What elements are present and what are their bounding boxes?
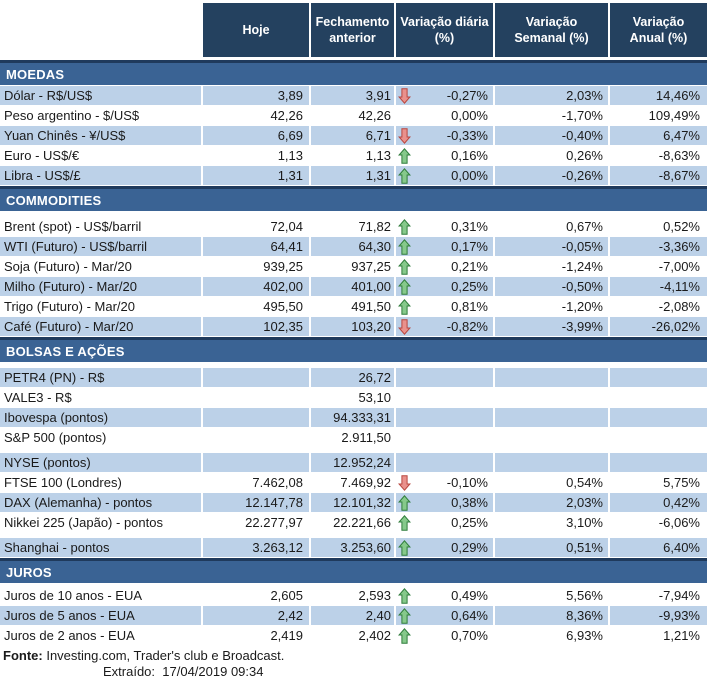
daily-change-value: 0,38% xyxy=(451,495,488,510)
annual-change-cell: -8,67% xyxy=(610,166,707,185)
today-value-cell: 495,50 xyxy=(263,299,303,314)
weekly-change-cell: -1,70% xyxy=(561,108,603,123)
table-row xyxy=(0,317,707,336)
table-row xyxy=(0,586,707,605)
up-arrow-icon xyxy=(398,495,411,511)
table-row xyxy=(0,146,707,165)
weekly-change-cell: 0,26% xyxy=(566,148,603,163)
table-row xyxy=(0,166,707,185)
row-label: Trigo (Futuro) - Mar/20 xyxy=(4,299,135,314)
daily-change-cell xyxy=(396,586,493,605)
previous-close-cell: 937,25 xyxy=(351,259,391,274)
today-value-cell: 3,89 xyxy=(203,86,309,105)
column-header-variacao-semanal xyxy=(495,3,608,57)
annual-change-cell: -6,06% xyxy=(658,515,700,530)
daily-change-cell xyxy=(396,126,493,145)
previous-close-cell: 7.469,92 xyxy=(340,475,391,490)
down-arrow-icon xyxy=(398,475,411,491)
daily-change-cell xyxy=(396,217,493,236)
weekly-change-cell: -0,26% xyxy=(495,166,608,185)
annual-change-cell xyxy=(610,428,707,447)
table-row xyxy=(0,388,707,407)
up-arrow-icon xyxy=(398,279,411,295)
daily-change-value: -0,82% xyxy=(446,319,488,334)
down-arrow-icon xyxy=(398,319,411,335)
row-label: VALE3 - R$ xyxy=(4,390,72,405)
daily-change-cell xyxy=(396,408,493,427)
row-label: Café (Futuro) - Mar/20 xyxy=(0,317,201,336)
weekly-change-cell: 0,51% xyxy=(495,538,608,557)
annual-change-cell: -2,08% xyxy=(658,299,700,314)
up-arrow-icon xyxy=(398,515,411,531)
table-row xyxy=(0,473,707,492)
daily-change-cell xyxy=(396,513,493,532)
daily-change-cell xyxy=(396,368,493,387)
up-arrow-icon xyxy=(398,540,411,556)
daily-change-value: 0,25% xyxy=(451,515,488,530)
weekly-change-cell: -3,99% xyxy=(495,317,608,336)
weekly-change-cell xyxy=(495,388,608,407)
weekly-change-cell: 3,10% xyxy=(566,515,603,530)
daily-change-cell xyxy=(396,297,493,316)
daily-change-cell xyxy=(396,453,493,472)
daily-change-value: 0,64% xyxy=(451,608,488,623)
previous-close-cell: 71,82 xyxy=(358,219,391,234)
today-value-cell: 64,41 xyxy=(203,237,309,256)
today-value-cell: 1,31 xyxy=(203,166,309,185)
annual-change-cell: 5,75% xyxy=(663,475,700,490)
section-header-commodities xyxy=(0,186,707,211)
today-value-cell: 2,42 xyxy=(203,606,309,625)
today-value-cell: 2,605 xyxy=(270,588,303,603)
today-value-cell xyxy=(203,388,309,407)
table-row xyxy=(0,297,707,316)
table-row xyxy=(0,428,707,447)
row-label: WTI (Futuro) - US$/barril xyxy=(0,237,201,256)
section-header-moedas xyxy=(0,60,707,85)
annual-change-cell: 0,52% xyxy=(663,219,700,234)
table-row xyxy=(0,368,707,387)
weekly-change-cell: 2,03% xyxy=(495,86,608,105)
table-row xyxy=(0,626,707,645)
weekly-change-cell: 6,93% xyxy=(566,628,603,643)
daily-change-cell xyxy=(396,166,493,185)
daily-change-value: 0,00% xyxy=(451,108,488,123)
annual-change-cell: -8,63% xyxy=(658,148,700,163)
row-label: Euro - US$/€ xyxy=(4,148,80,163)
daily-change-cell xyxy=(396,493,493,512)
annual-change-cell: -4,11% xyxy=(610,277,707,296)
previous-close-cell: 401,00 xyxy=(311,277,394,296)
previous-close-cell: 94.333,31 xyxy=(311,408,394,427)
previous-close-cell: 12.101,32 xyxy=(311,493,394,512)
weekly-change-cell: 0,54% xyxy=(566,475,603,490)
weekly-change-cell: -1,24% xyxy=(561,259,603,274)
previous-close-cell: 2.911,50 xyxy=(341,430,391,445)
table-row xyxy=(0,126,707,145)
today-value-cell: 22.277,97 xyxy=(245,515,303,530)
table-row xyxy=(0,257,707,276)
today-value-cell: 939,25 xyxy=(263,259,303,274)
today-value-cell xyxy=(203,368,309,387)
source-label: Fonte: xyxy=(3,648,43,663)
annual-change-cell: -26,02% xyxy=(610,317,707,336)
daily-change-cell xyxy=(396,388,493,407)
annual-change-cell: 109,49% xyxy=(648,108,700,123)
previous-close-cell: 1,13 xyxy=(365,148,391,163)
annual-change-cell: 14,46% xyxy=(610,86,707,105)
today-value-cell: 3.263,12 xyxy=(203,538,309,557)
column-header-label: Variação Anual (%) xyxy=(629,14,688,45)
today-value-cell: 102,35 xyxy=(203,317,309,336)
up-arrow-icon xyxy=(398,168,411,184)
daily-change-value: -0,33% xyxy=(446,128,488,143)
daily-change-value: 0,81% xyxy=(451,299,488,314)
previous-close-cell: 6,71 xyxy=(311,126,394,145)
up-arrow-icon xyxy=(398,299,411,315)
weekly-change-cell xyxy=(495,453,608,472)
today-value-cell: 1,13 xyxy=(277,148,303,163)
previous-close-cell: 42,26 xyxy=(358,108,391,123)
daily-change-cell xyxy=(396,106,493,125)
weekly-change-cell: -0,50% xyxy=(495,277,608,296)
column-header-variacao-diaria xyxy=(396,3,493,57)
row-label: Juros de 5 anos - EUA xyxy=(0,606,201,625)
section-header-bolsas-e-acoes xyxy=(0,337,707,362)
annual-change-cell xyxy=(610,388,707,407)
table-row xyxy=(0,408,707,427)
row-label: Dólar - R$/US$ xyxy=(0,86,201,105)
previous-close-cell: 12.952,24 xyxy=(311,453,394,472)
table-row xyxy=(0,277,707,296)
daily-change-cell xyxy=(396,317,493,336)
today-value-cell: 7.462,08 xyxy=(252,475,303,490)
column-header-label: Fechamento anterior xyxy=(315,14,390,45)
daily-change-cell xyxy=(396,626,493,645)
previous-close-cell: 64,30 xyxy=(311,237,394,256)
table-row xyxy=(0,493,707,512)
row-label: Yuan Chinês - ¥/US$ xyxy=(0,126,201,145)
table-row xyxy=(0,606,707,625)
daily-change-value: 0,31% xyxy=(451,219,488,234)
column-header-fechamento-anterior xyxy=(311,3,394,57)
annual-change-cell xyxy=(610,453,707,472)
column-header-label: Hoje xyxy=(242,22,270,37)
today-value-cell: 402,00 xyxy=(203,277,309,296)
table-row xyxy=(0,513,707,532)
table-header-row xyxy=(0,3,707,57)
weekly-change-cell: -0,40% xyxy=(495,126,608,145)
annual-change-cell: -3,36% xyxy=(610,237,707,256)
table-row xyxy=(0,86,707,105)
annual-change-cell: -7,94% xyxy=(658,588,700,603)
table-body xyxy=(0,60,707,645)
row-label: Shanghai - pontos xyxy=(0,538,201,557)
down-arrow-icon xyxy=(398,88,411,104)
row-label: S&P 500 (pontos) xyxy=(4,430,107,445)
table-row xyxy=(0,538,707,557)
annual-change-cell: 6,47% xyxy=(610,126,707,145)
daily-change-cell xyxy=(396,538,493,557)
daily-change-value: -0,27% xyxy=(446,88,488,103)
daily-change-cell xyxy=(396,146,493,165)
annual-change-cell: -9,93% xyxy=(610,606,707,625)
previous-close-cell: 3,91 xyxy=(311,86,394,105)
today-value-cell: 12.147,78 xyxy=(203,493,309,512)
row-label: FTSE 100 (Londres) xyxy=(4,475,122,490)
row-label: Milho (Futuro) - Mar/20 xyxy=(0,277,201,296)
daily-change-value: 0,25% xyxy=(451,279,488,294)
row-label: PETR4 (PN) - R$ xyxy=(0,368,201,387)
up-arrow-icon xyxy=(398,239,411,255)
daily-change-cell xyxy=(396,277,493,296)
section-title: BOLSAS E AÇÕES xyxy=(6,343,125,359)
table-row xyxy=(0,453,707,472)
source-text: Investing.com, Trader's club e Broadcast. xyxy=(46,648,285,663)
section-title: JUROS xyxy=(6,564,52,580)
previous-close-cell: 2,593 xyxy=(358,588,391,603)
weekly-change-cell: 8,36% xyxy=(495,606,608,625)
annual-change-cell xyxy=(610,368,707,387)
daily-change-value: 0,49% xyxy=(451,588,488,603)
daily-change-cell xyxy=(396,606,493,625)
source-line xyxy=(0,648,707,664)
daily-change-value: 0,00% xyxy=(451,168,488,183)
previous-close-cell: 2,402 xyxy=(358,628,391,643)
down-arrow-icon xyxy=(398,128,411,144)
daily-change-value: -0,10% xyxy=(446,475,488,490)
daily-change-value: 0,21% xyxy=(451,259,488,274)
section-title: COMMODITIES xyxy=(6,192,102,208)
previous-close-cell: 53,10 xyxy=(358,390,391,405)
daily-change-value: 0,70% xyxy=(451,628,488,643)
up-arrow-icon xyxy=(398,148,411,164)
footer xyxy=(0,648,707,680)
weekly-change-cell: 0,67% xyxy=(566,219,603,234)
weekly-change-cell: 2,03% xyxy=(495,493,608,512)
previous-close-cell: 1,31 xyxy=(311,166,394,185)
extracted-line xyxy=(0,664,707,680)
daily-change-value: 0,17% xyxy=(451,239,488,254)
section-header-juros xyxy=(0,558,707,583)
today-value-cell: 6,69 xyxy=(203,126,309,145)
row-label: Juros de 10 anos - EUA xyxy=(4,588,143,603)
daily-change-cell xyxy=(396,86,493,105)
table-row xyxy=(0,217,707,236)
previous-close-cell: 103,20 xyxy=(311,317,394,336)
section-title: MOEDAS xyxy=(6,66,65,82)
table-row xyxy=(0,106,707,125)
row-label: Nikkei 225 (Japão) - pontos xyxy=(4,515,163,530)
column-header-label: Variação Semanal (%) xyxy=(514,14,589,45)
previous-close-cell: 22.221,66 xyxy=(333,515,391,530)
weekly-change-cell: -1,20% xyxy=(561,299,603,314)
weekly-change-cell: 5,56% xyxy=(566,588,603,603)
daily-change-cell xyxy=(396,237,493,256)
today-value-cell: 72,04 xyxy=(270,219,303,234)
row-label: Peso argentino - $/US$ xyxy=(4,108,140,123)
previous-close-cell: 3.253,60 xyxy=(311,538,394,557)
daily-change-cell xyxy=(396,473,493,492)
up-arrow-icon xyxy=(398,608,411,624)
row-label: Juros de 2 anos - EUA xyxy=(4,628,135,643)
up-arrow-icon xyxy=(398,259,411,275)
table-row xyxy=(0,237,707,256)
row-label: Libra - US$/£ xyxy=(0,166,201,185)
row-label: DAX (Alemanha) - pontos xyxy=(0,493,201,512)
previous-close-cell: 2,40 xyxy=(311,606,394,625)
daily-change-cell xyxy=(396,428,493,447)
weekly-change-cell xyxy=(495,368,608,387)
column-header-hoje xyxy=(203,3,309,57)
daily-change-cell xyxy=(396,257,493,276)
annual-change-cell: 6,40% xyxy=(610,538,707,557)
today-value-cell xyxy=(203,428,309,447)
daily-change-value: 0,16% xyxy=(451,148,488,163)
weekly-change-cell xyxy=(495,408,608,427)
row-label: Brent (spot) - US$/barril xyxy=(4,219,142,234)
annual-change-cell: 0,42% xyxy=(610,493,707,512)
extracted-timestamp: 17/04/2019 09:34 xyxy=(162,664,264,679)
annual-change-cell: -7,00% xyxy=(658,259,700,274)
column-header-label: Variação diária (%) xyxy=(400,14,489,45)
previous-close-cell: 491,50 xyxy=(351,299,391,314)
header-spacer xyxy=(0,3,201,57)
annual-change-cell xyxy=(610,408,707,427)
up-arrow-icon xyxy=(398,588,411,604)
extracted-label: Extraído: xyxy=(103,664,156,679)
up-arrow-icon xyxy=(398,219,411,235)
weekly-change-cell xyxy=(495,428,608,447)
row-label: Ibovespa (pontos) xyxy=(0,408,201,427)
annual-change-cell: 1,21% xyxy=(663,628,700,643)
weekly-change-cell: -0,05% xyxy=(495,237,608,256)
today-value-cell: 42,26 xyxy=(270,108,303,123)
row-label: NYSE (pontos) xyxy=(0,453,201,472)
today-value-cell xyxy=(203,453,309,472)
up-arrow-icon xyxy=(398,628,411,644)
column-header-variacao-anual xyxy=(610,3,707,57)
today-value-cell: 2,419 xyxy=(270,628,303,643)
today-value-cell xyxy=(203,408,309,427)
daily-change-value: 0,29% xyxy=(451,540,488,555)
row-label: Soja (Futuro) - Mar/20 xyxy=(4,259,132,274)
previous-close-cell: 26,72 xyxy=(311,368,394,387)
